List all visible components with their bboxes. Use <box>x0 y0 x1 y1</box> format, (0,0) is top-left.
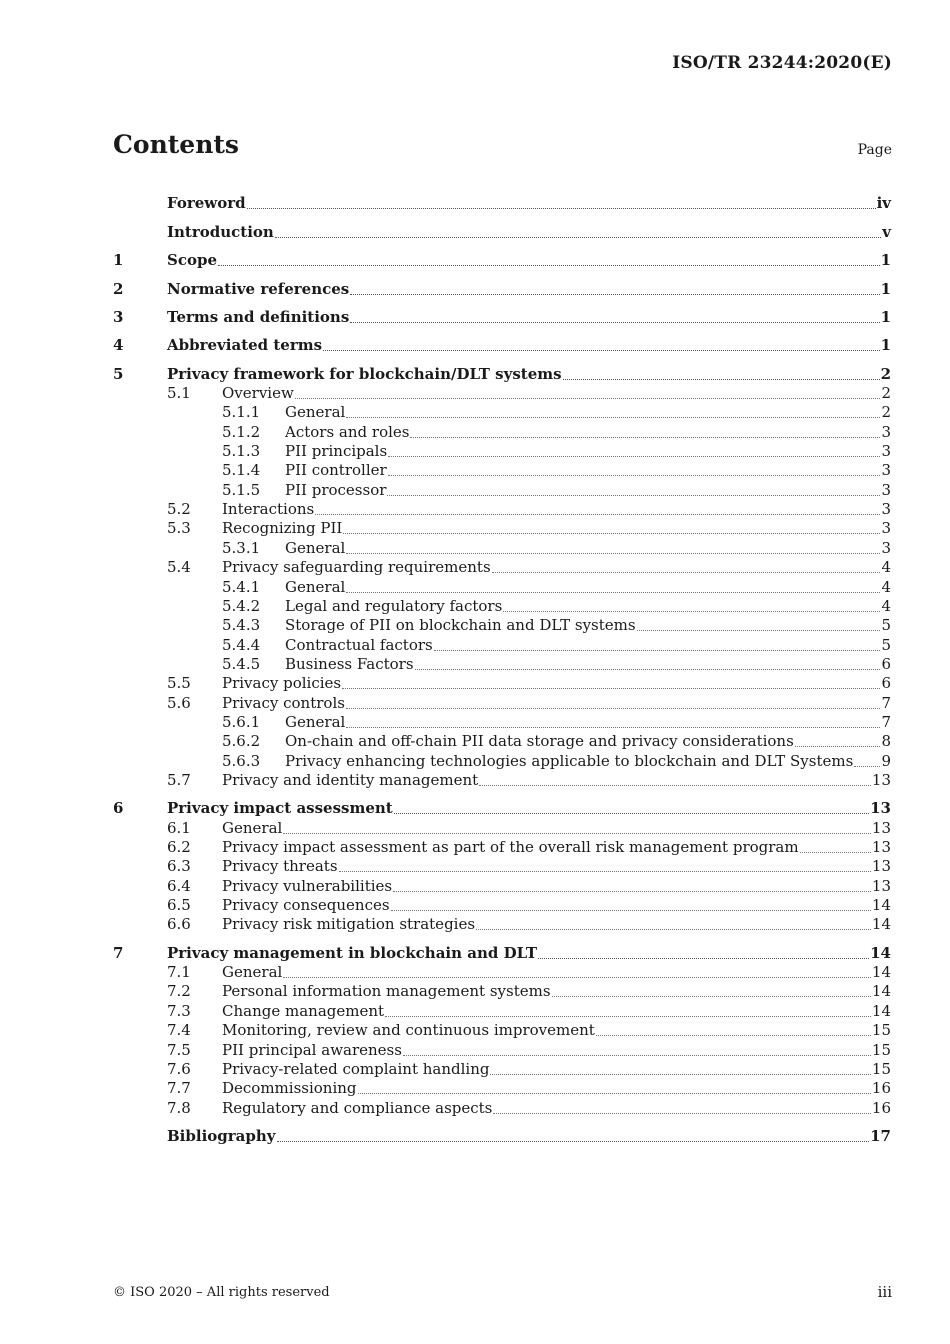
dot-leader <box>391 909 871 911</box>
toc-entry[interactable] <box>113 212 891 240</box>
dot-leader <box>218 264 880 266</box>
toc-entry-page: 15 <box>871 1040 891 1059</box>
toc-entry[interactable] <box>113 981 891 1000</box>
toc-entry-title: PII principal awareness <box>222 1040 402 1059</box>
toc-entry-page: 14 <box>871 963 891 982</box>
dot-leader <box>346 552 880 554</box>
toc-entry-number: 5.4.3 <box>222 616 261 635</box>
toc-entry-title: General <box>222 963 283 982</box>
dot-leader <box>358 1092 871 1094</box>
toc-entry-number: 5.1.1 <box>222 403 261 422</box>
toc-entry-title: Terms and definitions <box>167 307 350 326</box>
dot-leader <box>596 1034 871 1036</box>
toc-entry-title: Privacy and identity management <box>222 770 479 789</box>
toc-entry-number: 6.4 <box>167 876 191 895</box>
toc-entry-title: Decommissioning <box>222 1079 357 1098</box>
toc-entry-number: 5.1.4 <box>222 461 261 480</box>
toc-entry-page: 14 <box>871 982 891 1001</box>
toc-entry-title: Privacy impact assessment <box>167 799 393 818</box>
toc-entry-title: Privacy controls <box>222 693 345 712</box>
toc-entry-number: 5.4.2 <box>222 596 261 615</box>
toc-entry-page: 1 <box>880 307 891 326</box>
toc-entry-number: 7.7 <box>167 1079 191 1098</box>
toc-entry-title: Actors and roles <box>285 422 410 441</box>
toc-entry[interactable] <box>113 441 891 460</box>
toc-entry-number: 6.3 <box>167 857 191 876</box>
dot-leader <box>346 591 880 593</box>
toc-entry-title: Contractual factors <box>285 635 433 654</box>
toc-entry-number: 6 <box>113 799 124 818</box>
toc-entry-number: 5.1.5 <box>222 480 261 499</box>
toc-entry-page: 3 <box>881 480 891 499</box>
dot-leader <box>800 851 871 853</box>
toc-entry-title: Introduction <box>167 222 274 241</box>
dot-leader <box>283 832 871 834</box>
toc-entry[interactable] <box>113 354 891 382</box>
toc-entry[interactable] <box>113 421 891 440</box>
toc-entry-number: 5 <box>113 364 124 383</box>
toc-entry-number: 5.1.2 <box>222 422 261 441</box>
toc-entry-page: 13 <box>870 799 891 818</box>
toc-entry-page: 5 <box>881 635 891 654</box>
toc-entry-page: 8 <box>881 732 891 751</box>
toc-entry[interactable] <box>113 692 891 711</box>
toc-entry-page: 15 <box>871 1021 891 1040</box>
dot-leader <box>403 1054 871 1056</box>
dot-leader <box>492 571 881 573</box>
toc-entry-number: 7.5 <box>167 1040 191 1059</box>
toc-entry-page: 4 <box>881 577 891 596</box>
toc-entry-title: Privacy enhancing technologies applicable to blockchain and DLT Systems <box>285 751 854 770</box>
dot-leader <box>490 1073 870 1075</box>
toc-entry-page: 15 <box>871 1059 891 1078</box>
toc-entry-title: PII controller <box>285 461 387 480</box>
toc-entry[interactable] <box>113 875 891 894</box>
toc-entry[interactable] <box>113 750 891 769</box>
dot-leader <box>339 870 871 872</box>
toc-entry-number: 7.4 <box>167 1021 191 1040</box>
toc-entry[interactable] <box>113 499 891 518</box>
toc-entry-title: Business Factors <box>285 654 414 673</box>
toc-entry-title: Personal information management systems <box>222 982 551 1001</box>
toc-entry[interactable] <box>113 269 891 297</box>
toc-entry-page: 13 <box>871 876 891 895</box>
dot-leader <box>538 957 869 959</box>
toc-entry-page: 14 <box>870 943 891 962</box>
toc-entry[interactable] <box>113 962 891 981</box>
toc-entry[interactable] <box>113 576 891 595</box>
toc-entry-title: General <box>285 538 346 557</box>
toc-entry-page: v <box>882 222 891 241</box>
toc-entry-number: 7 <box>113 943 124 962</box>
toc-entry-page: 14 <box>871 1001 891 1020</box>
toc-entry[interactable] <box>113 856 891 875</box>
toc-entry-title: Privacy threats <box>222 857 338 876</box>
toc-entry[interactable] <box>113 1000 891 1019</box>
toc-entry-title: Change management <box>222 1001 385 1020</box>
toc-entry-title: Privacy policies <box>222 674 342 693</box>
dot-leader <box>493 1112 871 1114</box>
toc-entry-title: Privacy framework for blockchain/DLT systems <box>167 364 562 383</box>
toc-entry-page: 1 <box>880 279 891 298</box>
toc-entry-title: Storage of PII on blockchain and DLT systems <box>285 616 636 635</box>
toc-entry-number: 5.4.4 <box>222 635 261 654</box>
dot-leader <box>346 707 881 709</box>
toc-entry-number: 6.2 <box>167 838 191 857</box>
toc-entry-number: 2 <box>113 279 124 298</box>
dot-leader <box>342 687 880 689</box>
toc-entry[interactable] <box>113 731 891 750</box>
toc-entry[interactable] <box>113 1078 891 1097</box>
toc-entry[interactable] <box>113 383 891 402</box>
toc-entry-title: General <box>285 403 346 422</box>
dot-leader <box>795 745 881 747</box>
dot-leader <box>350 321 879 323</box>
toc-entry-number: 5.6 <box>167 693 191 712</box>
dot-leader <box>387 494 880 496</box>
toc-entry-number: 7.2 <box>167 982 191 1001</box>
toc-entry-number: 5.5 <box>167 674 191 693</box>
toc-entry-page: 13 <box>871 770 891 789</box>
toc-entry-title: PII processor <box>285 480 387 499</box>
toc-entry-page: 6 <box>881 674 891 693</box>
page-number: iii <box>877 1283 892 1301</box>
toc-entry-page: 4 <box>881 596 891 615</box>
toc-entry-page: 2 <box>881 403 891 422</box>
dot-leader <box>479 784 871 786</box>
dot-leader <box>637 629 881 631</box>
toc-entry[interactable] <box>113 1020 891 1039</box>
copyright-notice: © ISO 2020 – All rights reserved <box>113 1285 330 1300</box>
toc-entry-title: On-chain and off-chain PII data storage and privacy considerations <box>285 732 794 751</box>
dot-leader <box>343 532 880 534</box>
toc-entry-number: 5.1.3 <box>222 442 261 461</box>
toc-entry-title: General <box>285 577 346 596</box>
dot-leader <box>350 293 879 295</box>
toc-entry-number: 7.1 <box>167 963 191 982</box>
dot-leader <box>315 513 880 515</box>
dot-leader <box>393 890 871 892</box>
toc-entry-page: 7 <box>881 693 891 712</box>
toc-entry-page: 16 <box>871 1079 891 1098</box>
toc-entry-title: General <box>285 712 346 731</box>
toc-entry-page: 13 <box>871 857 891 876</box>
toc-entry[interactable] <box>113 837 891 856</box>
dot-leader <box>434 649 881 651</box>
toc-entry-page: 6 <box>881 654 891 673</box>
toc-entry-number: 1 <box>113 251 124 270</box>
toc-entry-title: Legal and regulatory factors <box>285 596 503 615</box>
toc-entry-page: 14 <box>871 896 891 915</box>
toc-entry-number: 3 <box>113 307 124 326</box>
dot-leader <box>277 1140 870 1142</box>
toc-entry-title: Privacy management in blockchain and DLT <box>167 943 538 962</box>
dot-leader <box>415 668 881 670</box>
toc-entry[interactable] <box>113 326 891 354</box>
toc-entry[interactable] <box>113 673 891 692</box>
page-column-label: Page <box>857 142 892 158</box>
toc-entry-title: Privacy impact assessment as part of the overall risk management program <box>222 838 799 857</box>
toc-entry-number: 5.4.5 <box>222 654 261 673</box>
toc-entry[interactable] <box>113 914 891 933</box>
toc-entry[interactable] <box>113 789 891 817</box>
dot-leader <box>346 726 880 728</box>
document-id: ISO/TR 23244:2020(E) <box>672 53 892 73</box>
dot-leader <box>394 812 869 814</box>
toc-entry[interactable] <box>113 184 891 212</box>
toc-entry-number: 5.6.3 <box>222 751 261 770</box>
toc-entry-number: 5.6.2 <box>222 732 261 751</box>
toc-entry-title: Recognizing PII <box>222 519 343 538</box>
dot-leader <box>275 236 881 238</box>
toc-entry-page: 3 <box>881 461 891 480</box>
toc-entry-number: 5.4 <box>167 558 191 577</box>
toc-entry-number: 5.3 <box>167 519 191 538</box>
toc-entry-title: Privacy risk mitigation strategies <box>222 915 476 934</box>
toc-entry[interactable] <box>113 241 891 269</box>
toc-entry-page: 3 <box>881 422 891 441</box>
toc-entry-title: PII principals <box>285 442 388 461</box>
toc-entry[interactable] <box>113 615 891 634</box>
dot-leader <box>346 416 880 418</box>
toc-entry-page: 13 <box>871 818 891 837</box>
toc-entry-title: General <box>222 818 283 837</box>
toc-entry-number: 5.4.1 <box>222 577 261 596</box>
dot-leader <box>283 976 871 978</box>
toc-entry-number: 5.6.1 <box>222 712 261 731</box>
dot-leader <box>854 765 880 767</box>
table-of-contents <box>113 184 891 1145</box>
page-title: Contents <box>113 130 240 159</box>
toc-entry-page: 7 <box>881 712 891 731</box>
toc-entry[interactable] <box>113 817 891 836</box>
toc-entry-title: Monitoring, review and continuous improvement <box>222 1021 595 1040</box>
toc-entry-page: 9 <box>881 751 891 770</box>
toc-entry-page: 14 <box>871 915 891 934</box>
toc-entry[interactable] <box>113 1117 891 1145</box>
toc-entry-page: 1 <box>880 336 891 355</box>
toc-entry-page: 3 <box>881 538 891 557</box>
toc-entry-title: Bibliography <box>167 1126 276 1145</box>
toc-entry-number: 5.7 <box>167 770 191 789</box>
toc-entry-page: 3 <box>881 519 891 538</box>
toc-entry-title: Privacy safeguarding requirements <box>222 558 491 577</box>
toc-entry-title: Privacy-related complaint handling <box>222 1059 490 1078</box>
dot-leader <box>552 995 871 997</box>
toc-entry-number: 6.1 <box>167 818 191 837</box>
dot-leader <box>388 474 881 476</box>
toc-entry-number: 5.3.1 <box>222 538 261 557</box>
toc-entry-page: iv <box>876 194 891 213</box>
toc-entry-title: Scope <box>167 251 218 270</box>
toc-entry-number: 7.8 <box>167 1098 191 1117</box>
toc-entry[interactable] <box>113 557 891 576</box>
toc-entry-page: 13 <box>871 838 891 857</box>
dot-leader <box>247 207 876 209</box>
toc-entry-title: Foreword <box>167 194 246 213</box>
toc-entry[interactable] <box>113 596 891 615</box>
toc-entry-title: Abbreviated terms <box>167 336 323 355</box>
toc-entry-page: 2 <box>880 364 891 383</box>
toc-entry-title: Overview <box>222 384 294 403</box>
dot-leader <box>295 397 881 399</box>
toc-entry[interactable] <box>113 479 891 498</box>
dot-leader <box>410 436 880 438</box>
toc-entry[interactable] <box>113 1097 891 1116</box>
toc-entry-number: 5.2 <box>167 500 191 519</box>
toc-entry-number: 6.6 <box>167 915 191 934</box>
toc-entry-number: 4 <box>113 336 124 355</box>
dot-leader <box>323 349 879 351</box>
dot-leader <box>385 1015 871 1017</box>
toc-entry-title: Privacy vulnerabilities <box>222 876 393 895</box>
toc-entry[interactable] <box>113 895 891 914</box>
toc-entry[interactable] <box>113 654 891 673</box>
toc-entry[interactable] <box>113 770 891 789</box>
toc-entry-title: Privacy consequences <box>222 896 390 915</box>
toc-entry-page: 2 <box>881 384 891 403</box>
toc-entry[interactable] <box>113 460 891 479</box>
toc-entry-page: 16 <box>871 1098 891 1117</box>
toc-entry-number: 6.5 <box>167 896 191 915</box>
toc-entry-page: 3 <box>881 442 891 461</box>
toc-entry[interactable] <box>113 1059 891 1078</box>
toc-entry[interactable] <box>113 518 891 537</box>
toc-entry-number: 7.3 <box>167 1001 191 1020</box>
dot-leader <box>503 610 880 612</box>
toc-entry-title: Normative references <box>167 279 350 298</box>
toc-entry-page: 1 <box>880 251 891 270</box>
toc-entry[interactable] <box>113 933 891 961</box>
toc-entry[interactable] <box>113 712 891 731</box>
toc-entry[interactable] <box>113 1039 891 1058</box>
toc-entry[interactable] <box>113 537 891 556</box>
toc-entry[interactable] <box>113 634 891 653</box>
toc-entry-title: Interactions <box>222 500 315 519</box>
toc-entry-title: Regulatory and compliance aspects <box>222 1098 493 1117</box>
dot-leader <box>388 455 880 457</box>
toc-entry-number: 5.1 <box>167 384 191 403</box>
toc-entry-page: 5 <box>881 616 891 635</box>
toc-entry-page: 3 <box>881 500 891 519</box>
dot-leader <box>476 928 871 930</box>
toc-entry-page: 4 <box>881 558 891 577</box>
toc-entry[interactable] <box>113 402 891 421</box>
dot-leader <box>563 378 880 380</box>
toc-entry-page: 17 <box>870 1126 891 1145</box>
toc-entry-number: 7.6 <box>167 1059 191 1078</box>
toc-entry[interactable] <box>113 298 891 326</box>
